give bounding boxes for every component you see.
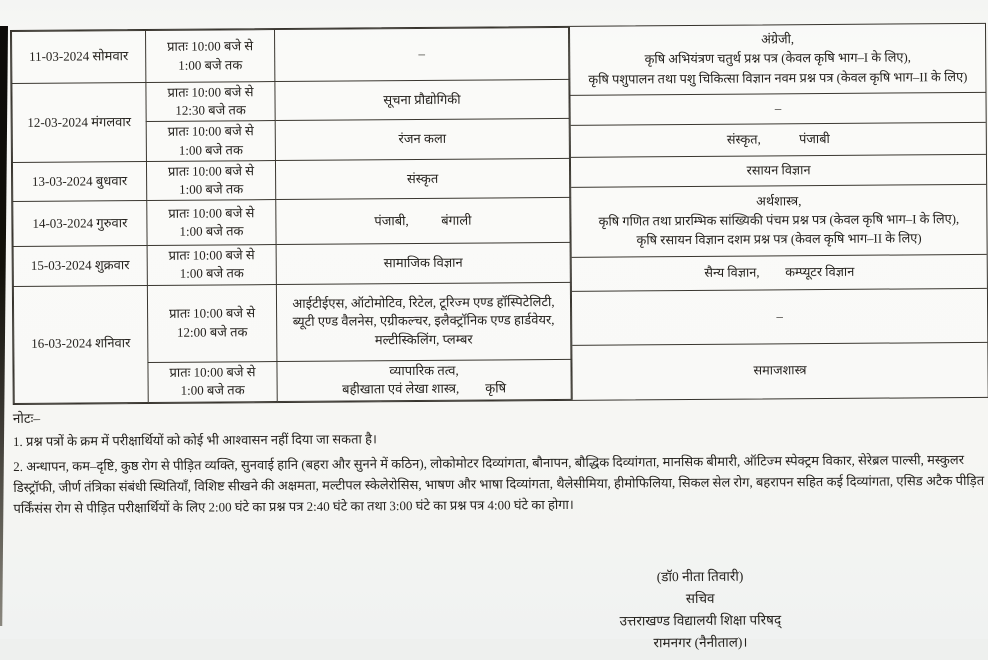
time-cell: प्रातः 10:00 बजे से 1:00 बजे तक xyxy=(147,245,276,285)
senior-subject-cell: संस्कृत, पंजाबी xyxy=(571,123,986,158)
subject-cell: पंजाबी, बंगाली xyxy=(276,198,570,245)
time-cell: प्रातः 10:00 बजे से 1:00 बजे तक xyxy=(148,361,277,402)
notes-heading: नोटः– xyxy=(12,410,41,426)
exam-timetable xyxy=(10,23,988,405)
senior-subject-cell: – xyxy=(572,289,987,346)
table-row xyxy=(13,243,570,286)
timetable-right-section xyxy=(569,24,988,400)
time-cell: प्रातः 10:00 बजे से 12:00 बजे तक xyxy=(147,284,277,362)
table-row xyxy=(12,27,569,83)
date-cell: 11-03-2024 सोमवार xyxy=(12,31,146,84)
senior-subject-cell: – xyxy=(570,93,985,126)
signatory-name: (डॉ0 नीता तिवारी) xyxy=(656,568,744,584)
subject-cell: – xyxy=(275,27,569,81)
board-name: उत्तराखण्ड विद्यालयी शिक्षा परिषद् xyxy=(619,612,782,629)
note-item: 1. प्रश्न पत्रों के क्रम में परीक्षार्थियों को कोई भी आश्वासन नहीं दिया जा सकता है। xyxy=(12,430,377,449)
subject-cell: रंजन कला xyxy=(275,119,569,161)
subject-cell: व्यापारिक तत्व, बहीखाता एवं लेखा शास्त्र, कृषि xyxy=(277,359,571,401)
table-row xyxy=(12,79,569,122)
scanner-edge-artifact xyxy=(0,26,8,626)
senior-subject-cell: सैन्य विज्ञान, कम्प्यूटर विज्ञान xyxy=(572,255,987,292)
time-cell: प्रातः 10:00 बजे से 1:00 बजे तक xyxy=(146,30,275,83)
senior-subject-cell: समाजशास्त्र xyxy=(753,363,807,378)
senior-subject-cell: रसायन विज्ञान xyxy=(571,155,986,188)
senior-subject-cell: अर्थशास्त्र, कृषि गणित तथा प्रारम्भिक सांख्यिकी पंचम प्रश्न पत्र (केवल कृषि भाग–I के लिए), कृषि रसायन विज्ञान दशम प्रश्न पत्र (केवल कृषि भाग–II के लिए) xyxy=(571,185,987,258)
date-cell: 15-03-2024 शुक्रवार xyxy=(13,246,147,286)
time-cell: प्रातः 10:00 बजे से 1:00 बजे तक xyxy=(146,121,275,161)
date-cell: 13-03-2024 बुधवार xyxy=(12,161,146,201)
note-item: 2. अन्धापन, कम–दृष्टि, कुष्ठ रोग से पीड़ित व्यक्ति, सुनवाई हानि (बहरा और सुनने में कठिन), लोकोमोटर दिव्यांगता, बौनापन, बौद्धिक दिव्यांगता, मानसिक बीमारी, ऑटिज्म स्पेक्ट्रम विकार, सेरेब्रल पाल्सी, मस्कुलर डिस्ट्रॉफी, जीर्ण तंत्रिका संबंधी स्थितियाँ, विशिष्ट सीखने की अक्षमता, मल्टीपल स्केलेरोसिस, भाषण और भाषा दिव्यांगता, थैलेसीमिया, हीमोफिलिया, सिकल सेल रोग, बहरापन सहित कई दिव्यांगता, एसिड अटैक पीड़ित पर्किंसंस रोग से पीड़ित परीक्षार्थियों के लिए 2:00 घंटे का प्रश्न पत्र 2:40 घंटे का तथा 3:00 घंटे का प्रश्न पत्र 4:00 घंटे का होगा। xyxy=(13,451,985,516)
document-sheet xyxy=(10,23,988,660)
notes-section xyxy=(13,401,988,518)
table-row xyxy=(13,282,571,363)
subject-cell: सूचना प्रौद्योगिकी xyxy=(275,79,569,121)
time-cell: प्रातः 10:00 बजे से 1:00 बजे तक xyxy=(146,160,275,200)
date-cell: 12-03-2024 मंगलवार xyxy=(12,83,147,163)
subject-cell: सामाजिक विज्ञान xyxy=(276,243,570,285)
time-cell: प्रातः 10:00 बजे से 1:00 बजे तक xyxy=(147,200,276,246)
date-cell: 16-03-2024 शनिवार xyxy=(13,285,148,403)
subject-cell: आईटीईएस, ऑटोमोटिव, रिटेल, टूरिज्म एण्ड हॉस्पिटेलिटी, ब्यूटी एण्ड वैलनेस, एग्रीकल्चर, इलैक्ट्रॉनिक एण्ड हार्डवेयर, मल्टीस्किलिंग, प्लम्बर xyxy=(276,282,571,361)
table-row xyxy=(12,158,569,201)
subject-cell: संस्कृत xyxy=(275,158,569,200)
board-location: रामनगर (नैनीताल)। xyxy=(653,635,748,651)
timetable-left-section xyxy=(11,27,572,404)
signature-block xyxy=(520,564,881,656)
senior-subject-cell: अंग्रेजी, कृषि अभियंत्रण चतुर्थ प्रश्न पत्र (केवल कृषि भाग–I के लिए), कृषि पशुपालन तथा पशु चिकित्सा विज्ञान नवम प्रश्न पत्र (केवल कृषि भाग–II के लिए) xyxy=(570,24,985,96)
signatory-title: सचिव xyxy=(685,590,715,607)
table-row xyxy=(13,198,570,247)
time-cell: प्रातः 10:00 बजे से 12:30 बजे तक xyxy=(146,82,275,122)
date-cell: 14-03-2024 गुरुवार xyxy=(13,201,147,247)
